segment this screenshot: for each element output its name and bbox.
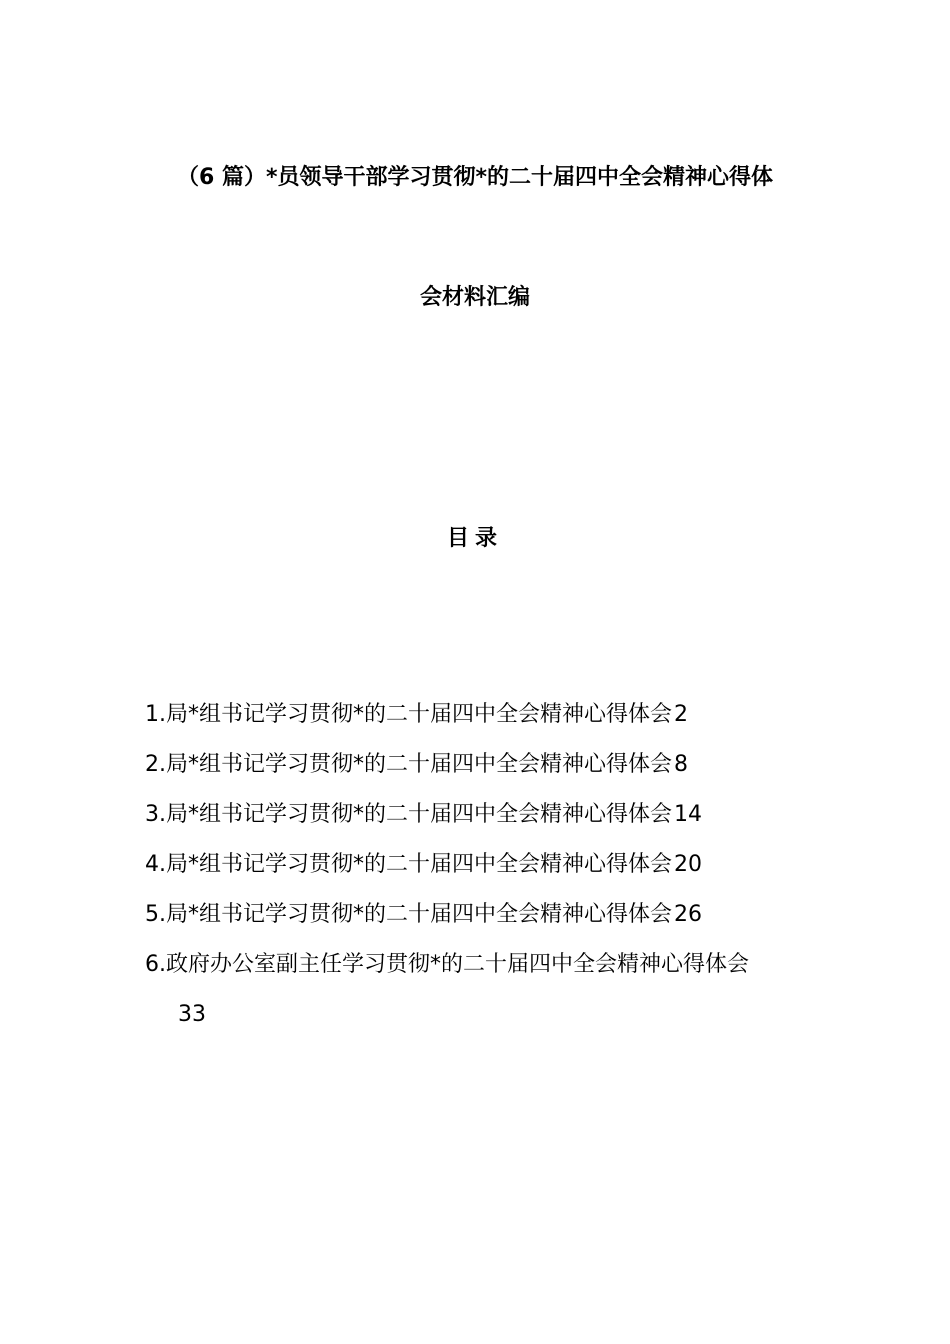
toc-entry[interactable]	[145, 840, 845, 890]
document-title-line-2: 会材料汇编	[419, 285, 530, 310]
toc-entry-text: 5.局*组书记学习贯彻*的二十届四中全会精神心得体会	[145, 902, 672, 927]
toc-entry[interactable]	[145, 740, 845, 790]
toc-entry-page: 20	[674, 852, 702, 877]
toc-entry-text: 4.局*组书记学习贯彻*的二十届四中全会精神心得体会	[145, 852, 672, 877]
toc-entry-text: 1.局*组书记学习贯彻*的二十届四中全会精神心得体会	[145, 702, 672, 727]
toc-entry-text: 6.政府办公室副主任学习贯彻*的二十届四中全会精神心得体会	[145, 952, 749, 977]
document-title-line-1: （6 篇）*员领导干部学习贯彻*的二十届四中全会精神心得体	[177, 165, 773, 190]
toc-entry[interactable]	[145, 940, 845, 1040]
toc-entry-text: 2.局*组书记学习贯彻*的二十届四中全会精神心得体会	[145, 752, 672, 777]
toc-entry-page: 14	[674, 802, 702, 827]
toc-entry-page: 26	[674, 902, 702, 927]
table-of-contents	[145, 690, 845, 1040]
toc-entry[interactable]	[145, 690, 845, 740]
toc-entry[interactable]	[145, 790, 845, 840]
toc-entry-page: 33	[178, 1002, 206, 1027]
toc-entry-page: 8	[674, 752, 688, 777]
toc-entry-text: 3.局*组书记学习贯彻*的二十届四中全会精神心得体会	[145, 802, 672, 827]
toc-entry-page: 2	[674, 702, 688, 727]
toc-heading: 目录	[446, 526, 503, 551]
toc-entry[interactable]	[145, 890, 845, 940]
